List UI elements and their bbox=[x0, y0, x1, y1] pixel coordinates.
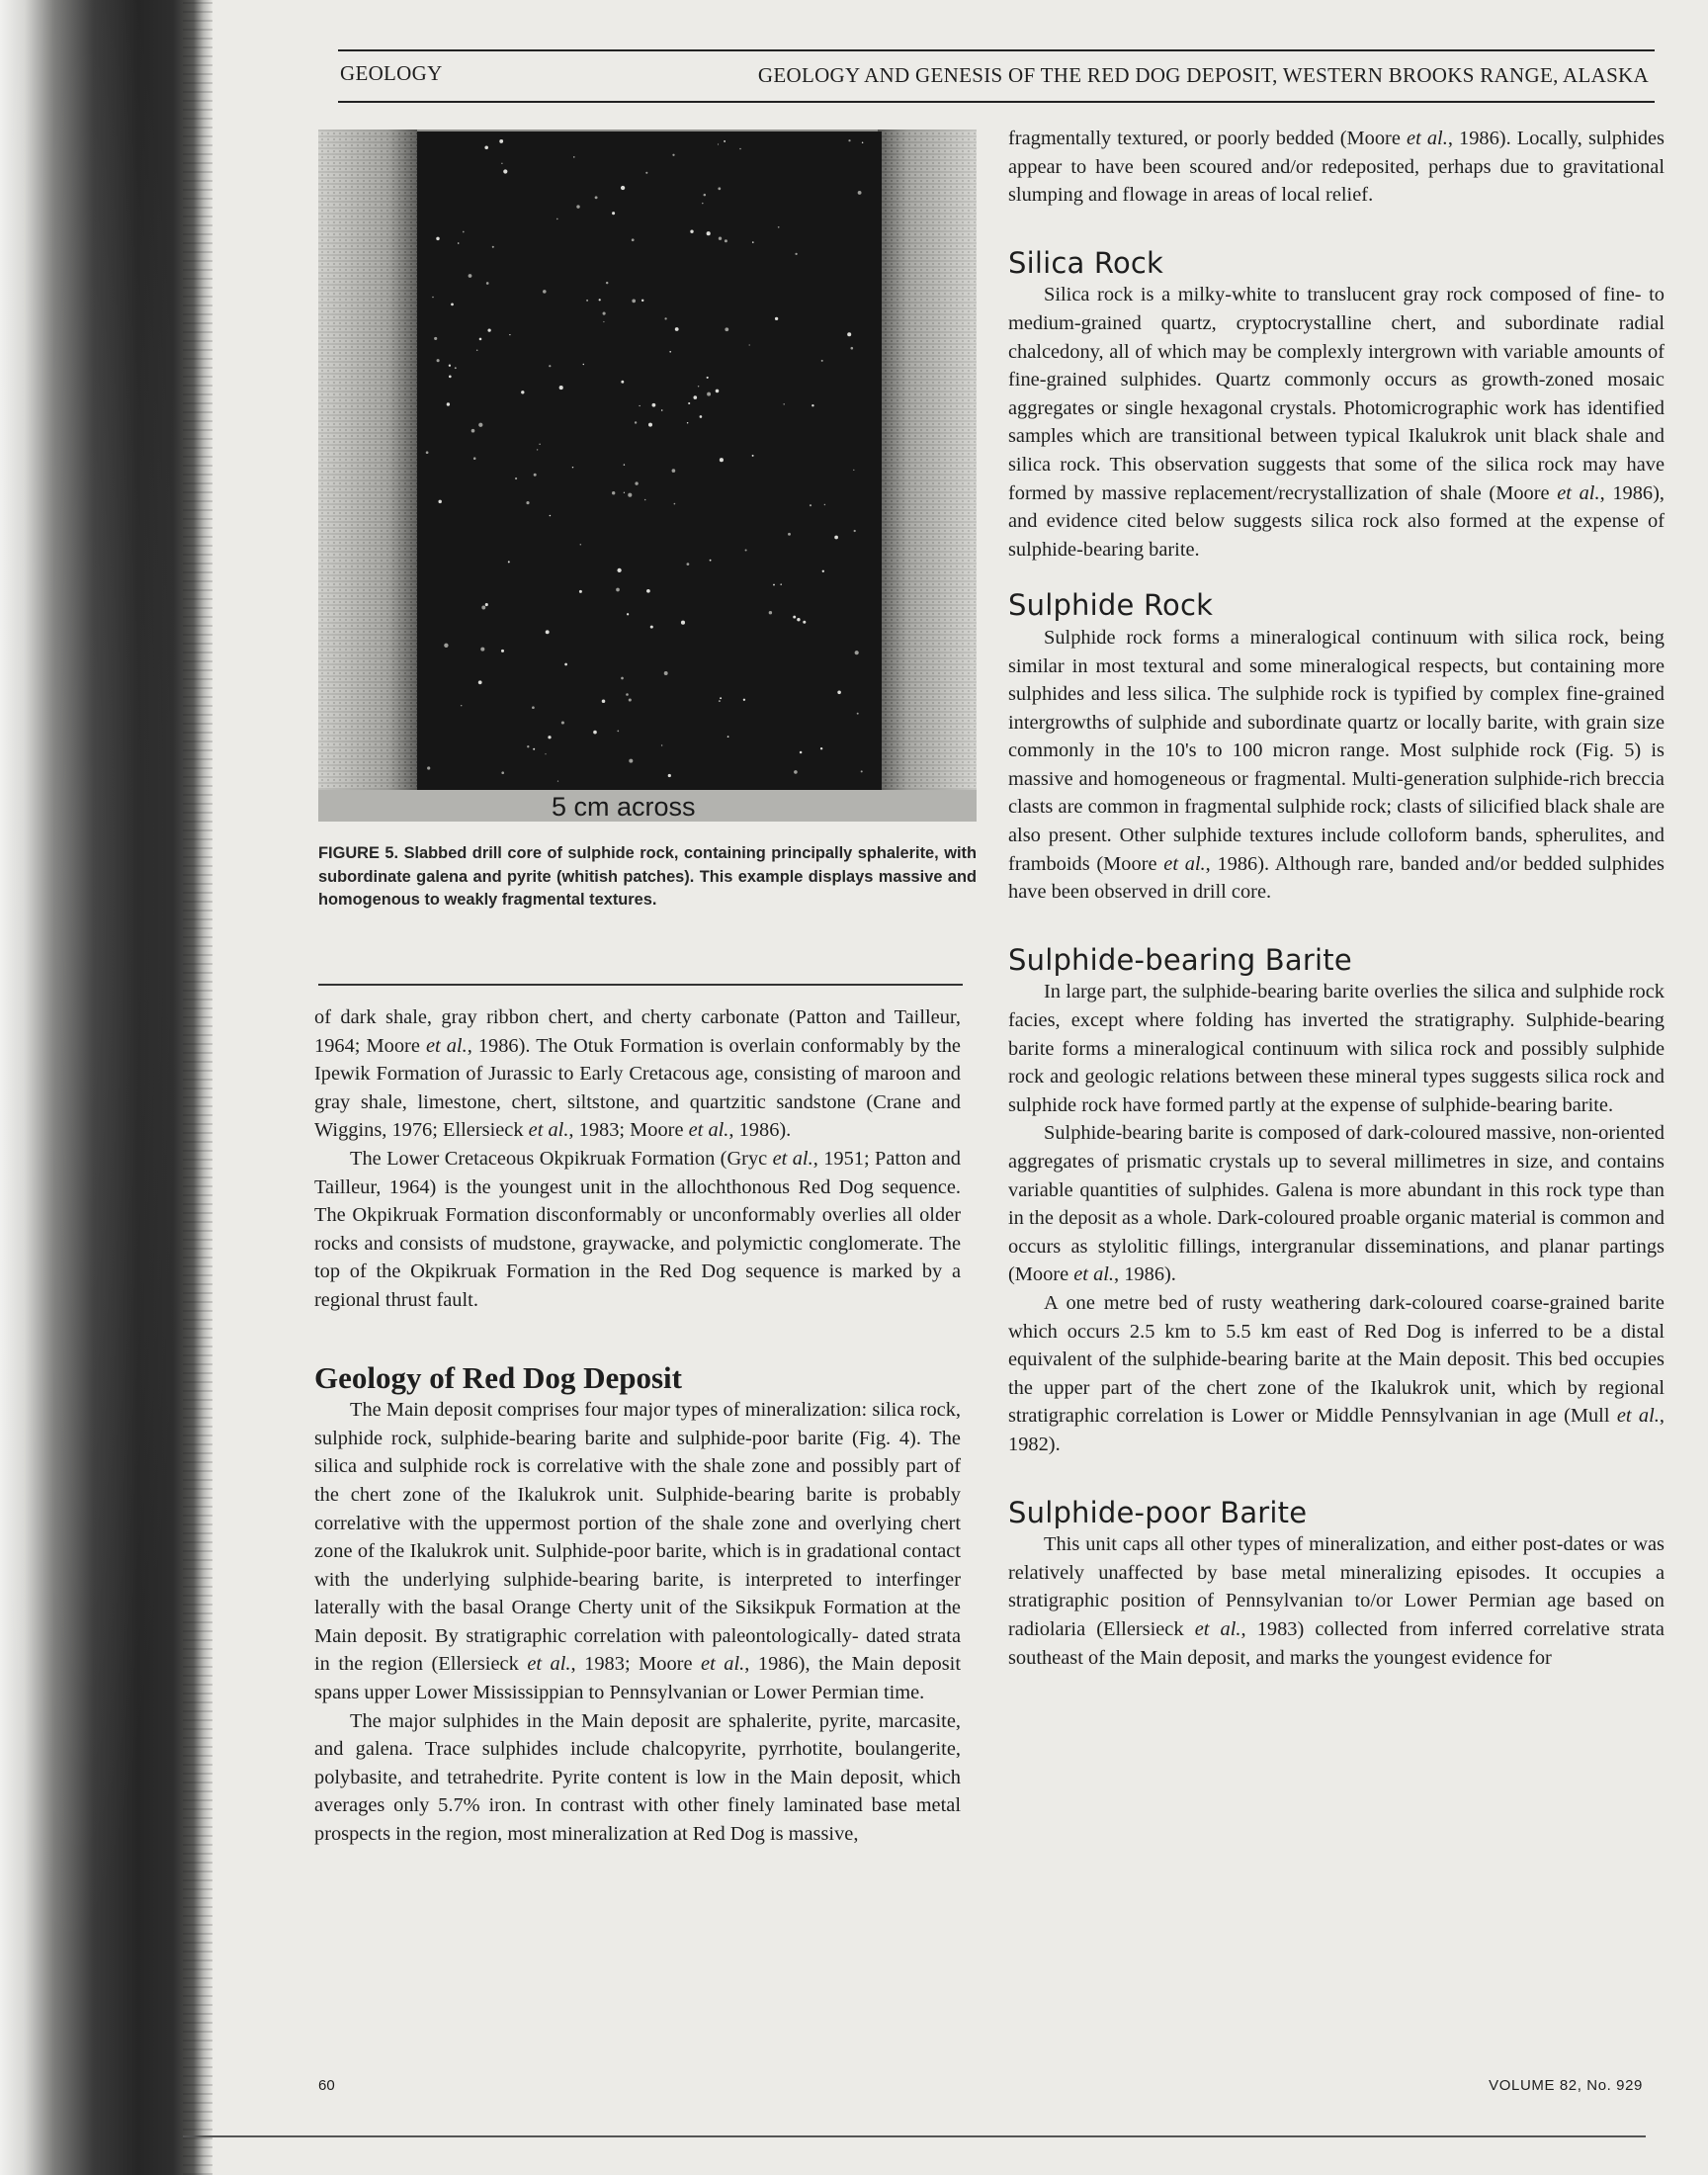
page-number: 60 bbox=[318, 2077, 335, 2094]
header-section-title: GEOLOGY bbox=[340, 61, 443, 85]
section-heading: Sulphide Rock bbox=[1008, 588, 1214, 623]
sulphide-speck bbox=[550, 515, 552, 517]
sulphide-speck bbox=[621, 381, 624, 384]
sulphide-speck bbox=[629, 698, 632, 701]
sulphide-speck bbox=[632, 238, 635, 241]
sulphide-speck bbox=[626, 693, 629, 696]
sulphide-speck bbox=[539, 443, 541, 445]
sulphide-speck bbox=[612, 491, 615, 494]
caption-divider bbox=[318, 984, 963, 986]
book-binding-shadow bbox=[0, 0, 213, 2175]
sulphide-speck bbox=[834, 536, 838, 540]
scale-label: 5 cm across bbox=[552, 792, 696, 822]
sulphide-speck bbox=[458, 242, 460, 244]
sulphide-speck bbox=[690, 230, 693, 233]
sulphide-speck bbox=[473, 457, 476, 460]
sulphide-speck bbox=[797, 618, 800, 621]
sulphide-speck bbox=[718, 143, 719, 144]
sulphide-speck bbox=[509, 334, 510, 335]
sulphide-speck bbox=[503, 169, 507, 173]
page-bottom-edge bbox=[183, 2135, 1646, 2137]
sulphide-speck bbox=[861, 770, 863, 772]
sulphide-speck bbox=[803, 621, 806, 624]
sulphide-speck bbox=[549, 365, 551, 367]
sulphide-speck bbox=[436, 237, 439, 240]
sulphide-speck bbox=[698, 386, 699, 387]
sulphide-speck bbox=[788, 533, 791, 536]
sulphide-speck bbox=[693, 395, 697, 399]
sulphide-speck bbox=[793, 616, 796, 619]
sulphide-speck bbox=[661, 744, 662, 745]
sulphide-speck bbox=[501, 650, 504, 652]
binding-edge-speckle bbox=[183, 0, 213, 2175]
sulphide-speck bbox=[749, 344, 750, 345]
sulphide-speck bbox=[617, 731, 619, 733]
drill-core-image bbox=[318, 130, 977, 822]
sulphide-speck bbox=[632, 300, 636, 304]
sulphide-speck bbox=[854, 530, 856, 532]
sulphide-speck bbox=[612, 212, 615, 215]
figure-caption-label: FIGURE 5. bbox=[318, 844, 399, 862]
sulphide-speck bbox=[561, 721, 564, 724]
sulphide-speck bbox=[603, 321, 604, 322]
sulphide-speck bbox=[702, 203, 703, 204]
right-column bbox=[1008, 125, 1665, 1672]
sulphide-speck bbox=[862, 142, 864, 144]
sulphide-speck bbox=[478, 423, 482, 427]
sulphide-speck bbox=[621, 677, 624, 680]
sulphide-speck bbox=[858, 191, 862, 195]
paragraph: The Main deposit comprises four major types of mineralization: silica rock, sulphide rock, sulphide-bearing barite and sulphide-poor barite (Fig. 4). The silica and sulphide rock is correlative with the shale zone and possibly part of the chert zone of the Ikalukrok unit. Sulphide-bearing barite is probably correlative with the uppermost portion of the shale zone and overlying chert zone of the Ikalukrok unit. Sulphide-poor barite, which is in gradational contact with the underlying sulphide-bearing barite, is interpreted to interfinger laterally with the basal Orange Cherty unit of the Siksikpuk Formation at the Main deposit. By stratigraphic correlation with paleontologically- dated strata in the region (Ellersieck et al., 1983; Moore et al., 1986), the Main deposit spans upper Lower Mississippian to Pennsylvanian or Lower Permian time. bbox=[314, 1399, 962, 1704]
paragraph: Silica rock is a milky-white to translucent gray rock composed of fine- to medium-grained quartz, cryptocrystalline chert, and subordinate radial chalcedony, all of which may be complexly intergrown with variable amounts of fine-grained sulphides. Quartz commonly occurs as growth-zoned mosaic aggregates or single hexagonal crystals. Photomicrographic work has identified samples which are transitional between typical Ikalukrok unit black shale and silica rock. This observation suggests that some of the silica rock may have formed by massive replacement/recrystallization of shale (Moore et al., 1986), and evidence cited below suggests silica rock also formed at the expense of sulphide-bearing barite. bbox=[1008, 284, 1665, 561]
paragraph: Sulphide rock forms a mineralogical continuum with silica rock, being similar in most textural and some mineralogical respects, but containing more sulphides and less silica. The sulphide rock is typified by complex fine-grained intergrowths of sulphide and subordinate quartz or locally barite, with grain size commonly in the 10's to 100 micron range. Most sulphide rock (Fig. 5) is massive and homogeneous or fragmental. Multi-generation sulphide-rich breccia clasts are common in fragmental sulphide rock; clasts of silicified black shale are also present. Other sulphide textures include colloform bands, spherulites, and framboids (Moore et al., 1986). Although rare, banded and/or bedded sulphides have been observed in drill core. bbox=[1008, 626, 1665, 904]
sulphide-speck bbox=[853, 470, 854, 471]
sulphide-speck bbox=[537, 449, 538, 450]
sulphide-speck bbox=[627, 613, 629, 615]
sulphide-speck bbox=[727, 736, 729, 738]
sulphide-speck bbox=[681, 621, 685, 625]
sulphide-speck bbox=[480, 648, 484, 652]
sulphide-speck bbox=[444, 644, 448, 648]
sulphide-speck bbox=[434, 337, 437, 340]
sulphide-speck bbox=[668, 774, 671, 777]
sulphide-speck bbox=[624, 464, 625, 465]
sulphide-speck bbox=[499, 139, 503, 143]
sulphide-speck bbox=[580, 544, 582, 546]
sulphide-speck bbox=[725, 239, 727, 242]
sulphide-speck bbox=[725, 327, 728, 331]
sulphide-speck bbox=[743, 699, 745, 701]
sulphide-speck bbox=[811, 404, 813, 406]
sulphide-speck bbox=[501, 771, 504, 774]
sulphide-speck bbox=[449, 365, 451, 367]
sulphide-speck bbox=[521, 391, 524, 393]
sulphide-speck bbox=[795, 253, 797, 255]
sulphide-speck bbox=[427, 766, 430, 769]
sulphide-speck bbox=[476, 350, 478, 352]
sulphide-speck bbox=[616, 588, 620, 592]
sulphide-speck bbox=[687, 422, 688, 423]
sulphide-speck bbox=[848, 139, 850, 141]
sulphide-speck bbox=[700, 415, 703, 418]
sulphide-speck bbox=[837, 691, 841, 695]
sulphide-speck bbox=[546, 630, 550, 634]
paragraph: of dark shale, gray ribbon chert, and cherty carbonate (Patton and Tailleur, 1964; Moore et al., 1986). The Otuk Formation is overlain conformably by the Ipewik Formation of Jurassic to Early Cretacous age, consisting of maroon and gray shale, limestone, chert, siltstone, and quartzitic sandstone (Crane and Wiggins, 1976; Ellersieck et al., 1983; Moore et al., 1986). bbox=[314, 1006, 961, 1142]
sulphide-speck bbox=[629, 759, 633, 763]
sulphide-speck bbox=[486, 282, 489, 285]
sulphide-speck bbox=[628, 493, 632, 497]
sulphide-speck bbox=[821, 360, 823, 362]
sulphide-speck bbox=[449, 376, 452, 379]
figure-caption-text: Slabbed drill core of sulphide rock, containing principally sphalerite, with subordinate galena and pyrite (whitish patches). This example displays massive and homogenous to weakly fragmental textures. bbox=[318, 844, 977, 909]
sulphide-speck bbox=[739, 148, 741, 150]
sulphide-speck bbox=[508, 561, 510, 563]
sulphide-speck bbox=[426, 451, 429, 454]
sulphide-speck bbox=[606, 282, 608, 284]
sulphide-speck bbox=[648, 423, 652, 427]
sulphide-speck bbox=[501, 163, 502, 164]
sulphide-speck bbox=[484, 146, 488, 150]
sulphide-speck bbox=[471, 429, 475, 433]
sulphide-speck bbox=[559, 386, 563, 390]
section-heading: Sulphide-poor Barite bbox=[1008, 1495, 1308, 1529]
figure-caption bbox=[318, 842, 977, 913]
sulphide-speck bbox=[716, 390, 720, 393]
paragraph: A one metre bed of rusty weathering dark-coloured coarse-grained barite which occurs 2.5 km to 5.5 km east of Red Dog is inferred to be a distal equivalent of the sulphide-bearing barite at the Main deposit. This bed occupies the upper part of the chert zone of the Ikalukrok unit, which by regional stratigraphic correlation is Lower or Middle Pennsylvanian in age (Mull et al., 1982). bbox=[1008, 1291, 1665, 1455]
sulphide-speck bbox=[432, 297, 434, 299]
section-heading: Geology of Red Dog Deposit bbox=[314, 1359, 682, 1395]
paragraph: This unit caps all other types of mineralization, and either post-dates or was relatively unaffected by base metal mineralizing episodes. It occupies a stratigraphic position of Pennsylvanian to/or Lower Permian age based on radiolaria (Ellersieck et al., 1983) collected from inferred correlative strata southeast of the Main deposit, and marks the youngest evidence for bbox=[1008, 1533, 1665, 1669]
sulphide-speck bbox=[603, 312, 606, 315]
sulphide-speck bbox=[718, 187, 721, 190]
sulphide-speck bbox=[545, 753, 546, 754]
sulphide-speck bbox=[543, 290, 547, 294]
sulphide-speck bbox=[487, 328, 490, 331]
sulphide-speck bbox=[769, 611, 772, 614]
sulphide-speck bbox=[752, 455, 754, 457]
sulphide-speck bbox=[719, 700, 721, 702]
paragraph: In large part, the sulphide-bearing barite overlies the silica and sulphide rock facies, except where folding has inverted the stratigraphy. Sulphide-bearing barite forms a mineralogical continuum with silica rock and possibly sulphide rock and geologic relations between these mineral types suggests silica rock and sulphide rock have formed partly at the expense of sulphide-bearing barite. bbox=[1008, 981, 1665, 1116]
sulphide-speck bbox=[707, 231, 711, 235]
sulphide-speck bbox=[745, 549, 747, 551]
sulphide-speck bbox=[664, 317, 666, 319]
sulphide-speck bbox=[857, 713, 859, 715]
sulphide-speck bbox=[485, 603, 488, 606]
sulphide-speck bbox=[602, 700, 606, 704]
sulphide-speck bbox=[752, 241, 754, 243]
sulphide-speck bbox=[847, 332, 851, 336]
left-column bbox=[314, 1003, 961, 1849]
sulphide-speck bbox=[455, 367, 457, 369]
sulphide-speck bbox=[773, 584, 775, 586]
sulphide-speck bbox=[851, 347, 854, 350]
sulphide-speck bbox=[573, 156, 574, 157]
sulphide-speck bbox=[463, 231, 465, 233]
sulphide-speck bbox=[646, 589, 650, 593]
sulphide-speck bbox=[481, 606, 485, 610]
sulphide-speck bbox=[822, 570, 824, 572]
sulphide-speck bbox=[548, 736, 551, 739]
sulphide-speck bbox=[675, 327, 679, 331]
sulphide-speck bbox=[469, 274, 472, 278]
figure-5-photo bbox=[318, 130, 977, 822]
sulphide-speck bbox=[556, 218, 558, 220]
sulphide-speck bbox=[579, 590, 582, 593]
sulphide-speck bbox=[707, 392, 711, 396]
sulphide-speck bbox=[641, 300, 643, 302]
sulphide-speck bbox=[719, 237, 722, 240]
sulphide-speck bbox=[820, 747, 822, 749]
section-heading: Silica Rock bbox=[1008, 245, 1164, 280]
sulphide-speck bbox=[527, 745, 529, 747]
header-article-title: GEOLOGY AND GENESIS OF THE RED DOG DEPOSIT, WESTERN BROOKS RANGE, ALASKA bbox=[757, 63, 1649, 87]
sulphide-speck bbox=[710, 560, 712, 562]
sulphide-speck bbox=[780, 583, 782, 585]
sulphide-speck bbox=[557, 780, 558, 781]
sulphide-speck bbox=[451, 304, 454, 306]
sulphide-speck bbox=[461, 705, 462, 706]
paragraph: Sulphide-bearing barite is composed of dark-coloured massive, non-oriented aggregates of prismatic crystals up to several millimetres in size, and contains variable quantities of sulphides. Galena is more abundant in this rock type than in the deposit as a whole. Dark-coloured proable organic material is common and occurs as stylolitic fillings, intergranular disseminations, and planar partings (Moore et al., 1986). bbox=[1008, 1122, 1665, 1286]
sulphide-speck bbox=[644, 499, 646, 501]
sulphide-speck bbox=[437, 359, 440, 362]
paragraph: The Lower Cretaceous Okpikruak Formation (Gryc et al., 1951; Patton and Tailleur, 1964) is the youngest unit in the allochthonous Red Dog sequence. The Okpikruak Formation disconformably or unconformably overlies all older rocks and consists of mudstone, graywacke, and polymictic conglomerate. The top of the Okpikruak Formation in the Red Dog sequence is marked by a regional thrust fault. bbox=[314, 1147, 961, 1311]
sulphide-speck bbox=[586, 300, 588, 302]
sulphide-speck bbox=[532, 706, 535, 709]
sulphide-speck bbox=[720, 458, 724, 462]
sulphide-speck bbox=[438, 500, 441, 503]
section-heading: Sulphide-bearing Barite bbox=[1008, 942, 1352, 977]
sulphide-speck bbox=[572, 467, 573, 468]
sulphide-speck bbox=[775, 317, 778, 320]
sulphide-speck bbox=[688, 402, 690, 404]
sulphide-speck bbox=[824, 504, 825, 505]
sulphide-speck bbox=[526, 501, 529, 504]
sulphide-speck bbox=[595, 196, 598, 199]
sulphide-speck bbox=[515, 478, 517, 479]
sulphide-speck bbox=[650, 626, 653, 629]
sulphide-speck bbox=[583, 364, 584, 365]
sulphide-speck bbox=[635, 421, 637, 423]
sulphide-speck bbox=[794, 770, 798, 774]
sulphide-speck bbox=[687, 563, 690, 566]
paragraph: fragmentally textured, or poorly bedded (Moore et al., 1986). Locally, sulphides appear to have been scoured and/or redeposited, perhaps due to gravitational slumping and flowage in areas of local relief. bbox=[1008, 128, 1665, 207]
sulphide-speck bbox=[664, 671, 668, 675]
sulphide-speck bbox=[635, 481, 638, 484]
sulphide-speck bbox=[672, 154, 674, 156]
sulphide-speck bbox=[783, 403, 784, 404]
sulphide-speck bbox=[810, 504, 811, 506]
sulphide-speck bbox=[624, 492, 625, 493]
sulphide-speck bbox=[720, 697, 722, 699]
sulphide-speck bbox=[704, 194, 707, 197]
sulphide-speck bbox=[576, 205, 579, 208]
sulphide-speck bbox=[564, 663, 567, 666]
sulphide-speck bbox=[617, 568, 621, 572]
sulphide-speck bbox=[447, 402, 450, 405]
sulphide-speck bbox=[672, 469, 676, 473]
sulphide-speck bbox=[778, 226, 780, 228]
sulphide-speck bbox=[533, 748, 535, 750]
sulphide-speck bbox=[669, 351, 671, 353]
sulphide-speck bbox=[599, 299, 601, 301]
sulphide-speck bbox=[479, 338, 482, 341]
sulphide-speck bbox=[639, 405, 640, 406]
sulphide-speck bbox=[534, 474, 537, 477]
running-header bbox=[338, 49, 1655, 103]
sulphide-speck bbox=[724, 140, 726, 142]
sulphide-speck bbox=[652, 403, 656, 407]
sulphide-speck bbox=[855, 651, 859, 654]
sulphide-speck bbox=[707, 377, 709, 379]
sulphide-speck bbox=[645, 172, 647, 174]
sulphide-speck bbox=[674, 503, 676, 505]
sulphide-speck bbox=[478, 680, 482, 684]
sulphide-speck bbox=[593, 731, 597, 735]
paragraph: The major sulphides in the Main deposit are sphalerite, pyrite, marcasite, and galena. Trace sulphides include chalcopyrite, pyrrhotite, boulangerite, polybasite, and tetrahedrite. Pyrite content is low in the Main deposit, which averages only 5.7% iron. In contrast with other finely laminated base metal prospects in the region, most mineralization at Red Dog is massive, bbox=[314, 1709, 961, 1846]
volume-label: VOLUME 82, No. 929 bbox=[1489, 2077, 1643, 2094]
sulphide-speck bbox=[661, 409, 663, 411]
sulphide-speck bbox=[621, 186, 625, 190]
sulphide-speck bbox=[492, 246, 494, 248]
sulphide-speck bbox=[800, 751, 803, 754]
